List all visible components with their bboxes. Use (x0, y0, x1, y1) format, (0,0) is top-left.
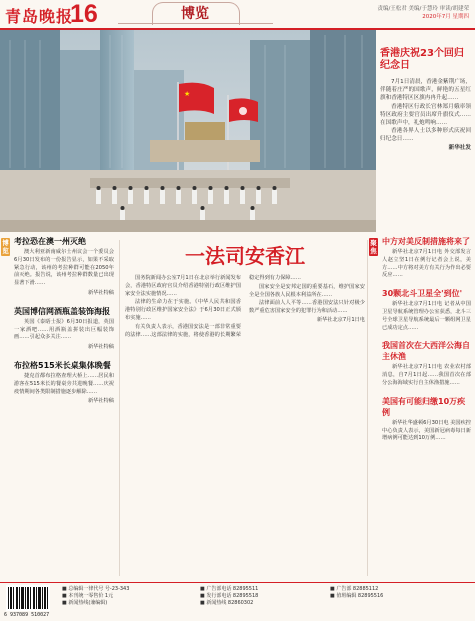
footer-block-2 (200, 586, 258, 607)
article-headline: 布拉格515米长桌集体晚餐 (14, 360, 111, 370)
article-sanctions (382, 236, 471, 280)
editors-line: 责编/王松君 美编/于慧玲 审读/胡建荣 (377, 6, 469, 12)
footer-block-1 (62, 586, 129, 607)
footer-item: ■ 广告部 82885112 (330, 586, 379, 592)
page-number: 16 (70, 0, 98, 28)
photo-caption (380, 48, 471, 152)
footer-item: ■ 广告部电话 82895511 (200, 586, 259, 592)
column-divider (119, 240, 120, 576)
article-headline: 30颗北斗卫星全'到位' (382, 289, 463, 299)
article-body: 英国《泰晤士报》6月30日报道，英国一家酒吧……用酒瓶盖拼装出巨幅装饰画……引起众多关注…… (14, 318, 114, 341)
article-body: 新华社北京7月1日电 农业农村部消息，自7月1日起……我国首次在部分公海海域实行自主休渔措施…… (382, 364, 471, 386)
article-paragraph: 有关负责人表示，香港国安法是一部非常重要的法律……这部法律的实施，将使香港的长期繁荣稳定得到有力保障…… (125, 275, 301, 338)
article-headline: 考拉恐在澳一州灭绝 (14, 237, 86, 246)
article-body: 捷克首都布拉格查理大桥上……居民和游客在515米长的餐桌旁共进晚餐……庆祝疫情期间各类限制措施逐步解除…… (14, 372, 114, 395)
article-headline: 美国有可能归缴10万疾例 (382, 396, 466, 417)
caption-paragraph: 香港各界人士以多种形式庆祝回归纪念日…… (380, 128, 471, 143)
header-meta (377, 5, 469, 21)
article-uk (14, 306, 114, 352)
article-body: 新华社北京7月1日电 记者从中国卫星导航系统管理办公室获悉，北斗三号全球卫星导航系统最后一颗组网卫星已成功定点…… (382, 301, 471, 331)
footer-item: ■ 发行部电话 82895518 (200, 593, 259, 599)
article-credit: 新华社特稿 (88, 398, 114, 405)
middle-column (125, 236, 365, 339)
left-column (4, 236, 114, 414)
article-paragraph: 法律的生命力在于实施。《中华人民共和国香港特别行政区维护国家安全法》于6月30日正式颁布实施…… (125, 299, 241, 321)
article-fishing (382, 340, 471, 387)
section-tab-rule (118, 23, 273, 24)
article-paragraph: 国家安全是安邦定国的重要基石，维护国家安全是全国各族人民根本利益所在…… (249, 283, 365, 298)
article-credit: 新华社特稿 (88, 289, 114, 296)
article-headline: 中方对美反制措施将来了 (382, 237, 470, 246)
date-line: 2020年7月 星期四 (422, 14, 469, 20)
svg-text:★: ★ (184, 90, 191, 98)
caption-body (380, 78, 471, 152)
article-headline: 英国博信网酒瓶盖装饰海报 (14, 306, 110, 316)
flag-raising-photo (0, 30, 376, 232)
article-paragraph: 国务院新闻办公室7月1日在北京举行新闻发布会，香港特区政府官员介绍香港特别行政区维护国家安全法实施情况…… (125, 275, 241, 297)
caption-title: 香港庆祝23个回归纪念日 (380, 48, 464, 71)
article-body: 新华社北京7月1日电 外交部发言人赵立坚1日在例行记者会上说，美方……中方将对美方有关行为作出必要反应…… (382, 249, 471, 279)
barcode-number: 6 937089 510027 (4, 612, 50, 618)
caption-paragraph: 香港特区行政长官林郑月娥率领特区政府主要官员出席升旗仪式……在国歌声中，礼炮鸣响…… (380, 103, 471, 127)
article-koala (14, 236, 114, 298)
section-badge-right: 聚焦 (370, 239, 377, 255)
main-headline: 一法司安香江 (185, 244, 305, 268)
barcode-icon (6, 585, 50, 613)
article-prague (14, 360, 114, 406)
footer-item: ■ 值班编辑 82895516 (330, 593, 384, 599)
footer-item: ■ 新闻热线(兼编辑) (62, 600, 108, 606)
caption-paragraph: 7月1日清晨，香港金紫荆广场，伴随着庄严的国歌声，鲜艳的五星红旗和香港特区区旗冉冉升起…… (380, 79, 471, 102)
footer-item: ■ 新闻热线 82860302 (200, 600, 254, 606)
article-paragraph: 法律面前人人平等……香港国安法只针对极少数严重危害国家安全的犯罪行为和活动…… (249, 300, 365, 315)
article-body: 澳大利亚新南威尔士州议会一个委员会6月30日发布的一份报告显示，如果不采取紧急行动，该州的考拉种群可能在2050年前灭绝。报告说，该州考拉种群数量已出现显著下滑…… (14, 249, 114, 287)
right-column (371, 236, 471, 451)
footer-block-3 (330, 586, 383, 600)
main-article-body (125, 275, 365, 339)
lower-content (0, 236, 475, 582)
newspaper-logo: 青岛晚报 (5, 7, 74, 26)
caption-credit: 新华社发 (448, 144, 471, 151)
article-body: 新华社华盛顿6月30日电 美国疾控中心负责人表示，美国新冠病毒每日新增病例可能达到10万例…… (382, 419, 471, 442)
article-credit: 新华社北京7月1日电 (316, 316, 365, 323)
masthead (0, 0, 475, 28)
article-headline: 我国首次在大西洋公海自主休渔 (382, 341, 470, 362)
column-divider (367, 240, 368, 576)
section-title: 博览 (181, 6, 209, 22)
article-beidou (382, 288, 471, 332)
footer-item: ■ 本刊统一零售价 1元 (62, 593, 114, 599)
article-us-cases (382, 396, 471, 443)
article-credit: 新华社特稿 (88, 344, 114, 351)
footer-item: ■ 总编辑一律代号 号-23-343 (62, 586, 130, 592)
section-badge-left: 博览 (2, 239, 9, 255)
